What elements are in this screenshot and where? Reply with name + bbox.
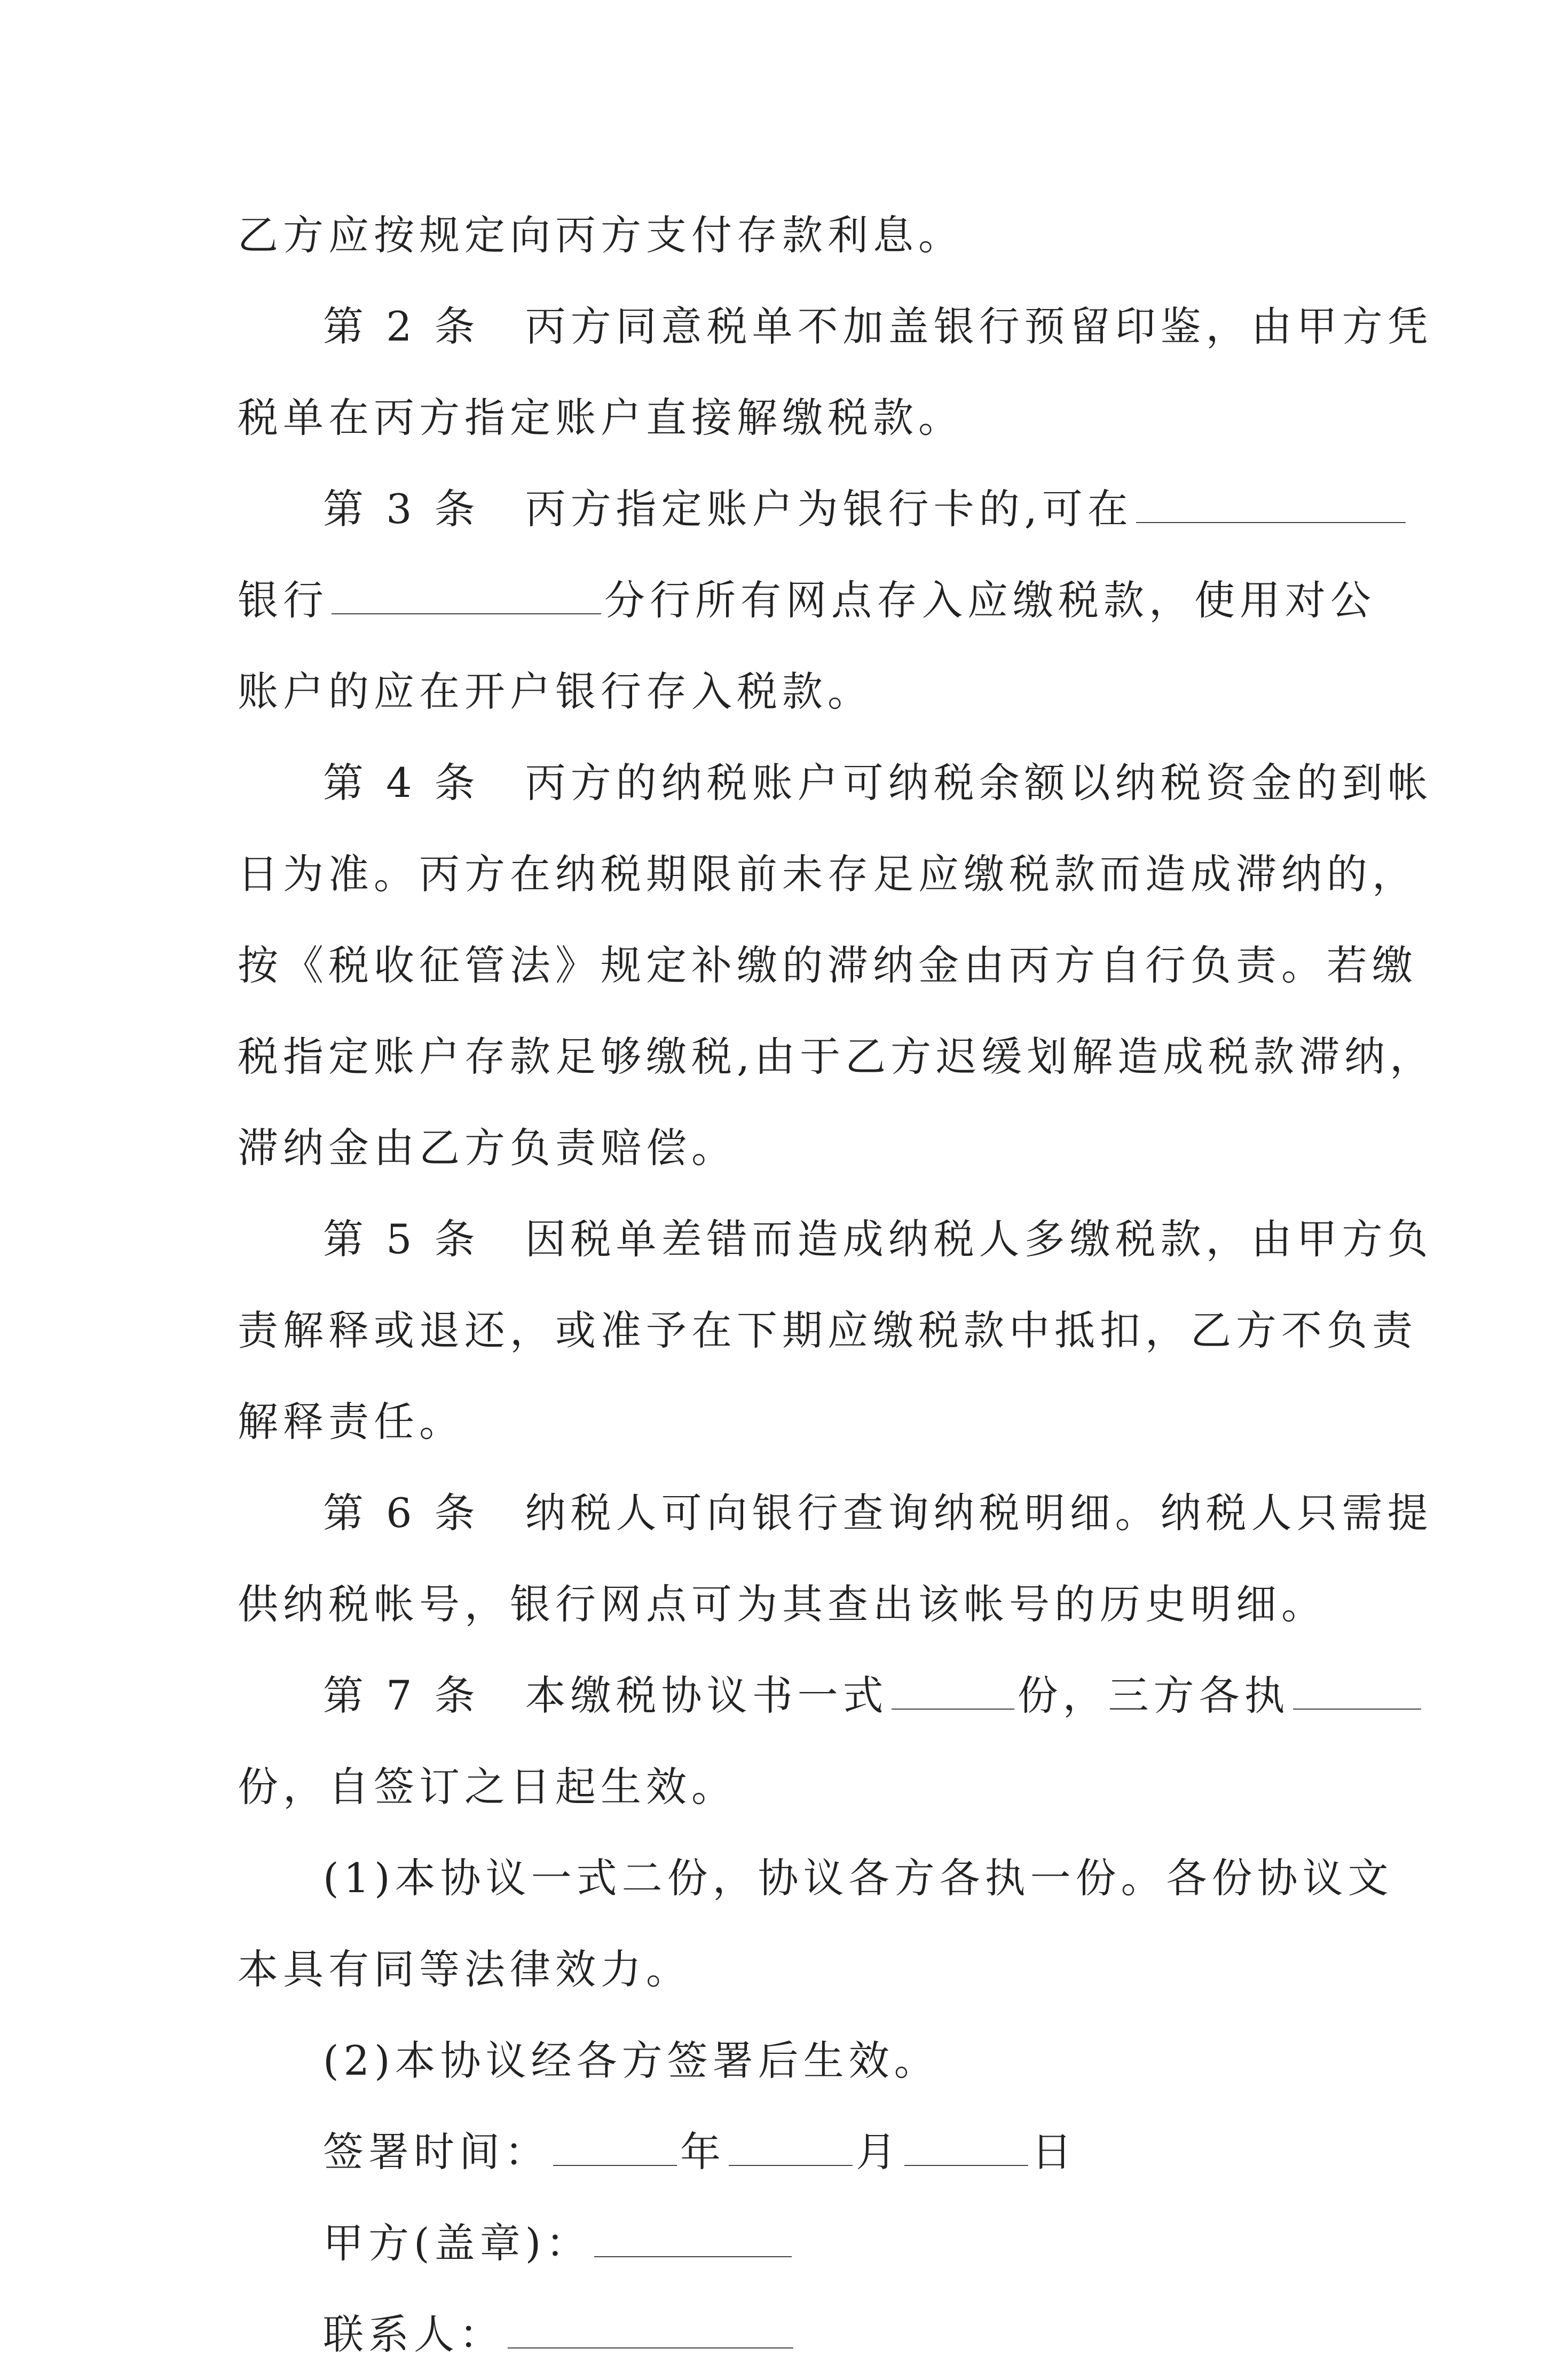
article-7-line-1 (238, 1650, 1308, 1741)
article-6-line-1 (238, 1467, 1433, 1559)
signing-date-line (238, 2106, 1308, 2197)
copies-each-blank[interactable] (1293, 1672, 1421, 1710)
branch-name-blank[interactable] (332, 577, 601, 614)
article-4-line-3: 按《税收征管法》规定补缴的滞纳金由丙方自行负责。若缴 (238, 942, 1417, 989)
article-text: 纳税人可向银行查询纳税明细。纳税人只需提 (525, 1489, 1433, 1537)
article-number: 第 6 条 (323, 1489, 480, 1537)
copies-count-blank[interactable] (892, 1672, 1014, 1710)
article-5-line-3: 解释责任。 (238, 1398, 464, 1445)
year-label: 年 (680, 2128, 726, 2176)
contact-line (238, 2289, 1308, 2380)
article-text: 分行所有网点存入应缴税款，使用对公 (604, 576, 1376, 624)
article-5-line-2: 责解释或退还，或准予在下期应缴税款中抵扣，乙方不负责 (238, 1307, 1417, 1354)
article-text: 因税单差错而造成纳税人多缴税款，由甲方负 (525, 1215, 1433, 1263)
month-label: 月 (856, 2128, 901, 2176)
article-3-line-2 (238, 555, 1376, 646)
article-3-line-1 (238, 463, 1308, 555)
article-4-line-1 (238, 737, 1433, 828)
month-blank[interactable] (729, 2129, 853, 2166)
day-blank[interactable] (904, 2129, 1028, 2166)
bank-name-blank[interactable] (1136, 486, 1406, 523)
document-body (238, 189, 1436, 2380)
article-text: 丙方同意税单不加盖银行预留印鉴，由甲方凭 (525, 303, 1433, 350)
article-7-line-2: 份，自签订之日起生效。 (238, 1763, 737, 1810)
article-number: 第 2 条 (323, 303, 480, 350)
article-text: 本缴税协议书一式 (525, 1672, 888, 1719)
article-number: 第 5 条 (323, 1215, 480, 1263)
item-1-line-1: (1)本协议一式二份，协议各方各执一份。各份协议文 (323, 1854, 1393, 1902)
contact-label: 联系人： (323, 2311, 505, 2358)
item-2-line-1: (2)本协议经各方签署后生效。 (323, 2037, 940, 2084)
article-6-line-2: 供纳税帐号，银行网点可为其查出该帐号的历史明细。 (238, 1580, 1327, 1628)
party-a-seal-blank[interactable] (594, 2220, 792, 2257)
day-label: 日 (1031, 2128, 1077, 2176)
article-text: 银行 (238, 576, 328, 624)
year-blank[interactable] (553, 2129, 677, 2166)
article-2-line-2: 税单在丙方指定账户直接解缴税款。 (238, 394, 964, 441)
party-a-label: 甲方(盖章)： (323, 2219, 592, 2267)
signing-time-label: 签署时间： (323, 2128, 550, 2176)
article-4-line-5: 滞纳金由乙方负责赔偿。 (238, 1124, 737, 1172)
paragraph-line: 乙方应按规定向丙方支付存款利息。 (238, 211, 964, 259)
article-number: 第 3 条 (323, 485, 480, 533)
article-text: 份，三方各执 (1017, 1672, 1290, 1719)
article-5-line-1 (238, 1193, 1433, 1285)
party-a-line (238, 2197, 1308, 2289)
article-2-line-1 (238, 281, 1433, 372)
article-text: 丙方的纳税账户可纳税余额以纳税资金的到帐 (525, 759, 1433, 806)
item-1-line-2: 本具有同等法律效力。 (238, 1946, 691, 1993)
article-text: 丙方指定账户为银行卡的,可在 (525, 485, 1133, 533)
article-4-line-4: 税指定账户存款足够缴税,由于乙方迟缓划解造成税款滞纳， (238, 1033, 1436, 1080)
article-number: 第 4 条 (323, 759, 480, 806)
contact-name-blank[interactable] (508, 2311, 793, 2349)
article-number: 第 7 条 (323, 1672, 480, 1719)
article-3-line-3: 账户的应在开户银行存入税款。 (238, 668, 873, 715)
article-4-line-2: 日为准。丙方在纳税期限前未存足应缴税款而造成滞纳的， (238, 850, 1417, 898)
